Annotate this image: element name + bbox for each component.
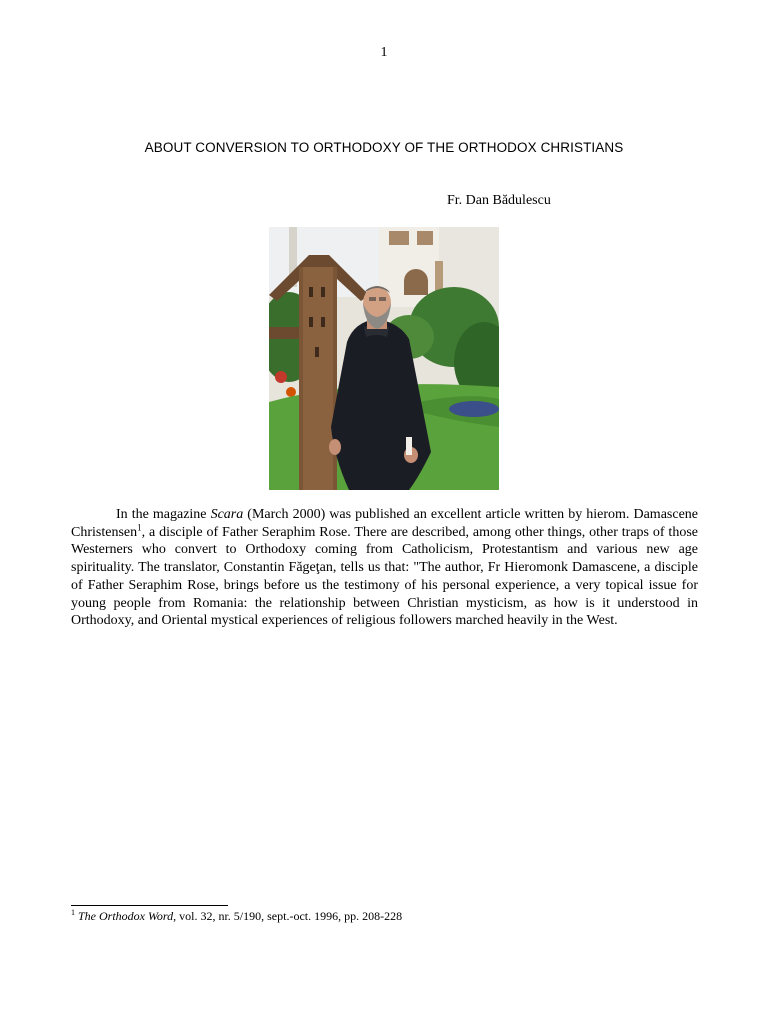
author-photo <box>269 227 499 490</box>
paragraph-text-3: , a disciple of Father Seraphim Rose. There are described, among other things, other traps of those Westerners who convert to Orthodoxy coming from Catholicism, Protestantism and various new age spirituality. The translator, Constantin Făgeţan, tells us that: "The author, Fr Hieromonk Damascene, a disciple of Father Seraphim Rose, brings before us the testimony of his personal experience, a very topical issue for young people from Romania: the relationship between Christian mysticism, as how is it understood in Orthodoxy, and Oriental mystical experiences of religious followers marched heavily in the West. <box>71 524 698 629</box>
magazine-title: Scara <box>210 507 244 522</box>
document-title: ABOUT CONVERSION TO ORTHODOXY OF THE ORTHODOX CHRISTIANS <box>144 140 624 155</box>
footnote-details: , vol. 32, nr. 5/190, sept.-oct. 1996, pp. 208-228 <box>173 909 403 923</box>
footnote-source-title: The Orthodox Word <box>78 909 174 923</box>
paragraph-text-2: (March 2000) was published an excellent article written by hierom. Damascene Christensen <box>71 507 698 540</box>
footnote-reference[interactable]: 1 <box>137 522 142 533</box>
paragraph-text-1: In the magazine <box>116 507 211 522</box>
article-paragraph <box>71 506 698 630</box>
author-name: Fr. Dan Bădulescu <box>447 193 551 208</box>
footnote-divider <box>71 905 228 906</box>
footnote-number: 1 <box>71 908 75 917</box>
footnote <box>71 908 402 924</box>
page-number: 1 <box>380 45 388 60</box>
